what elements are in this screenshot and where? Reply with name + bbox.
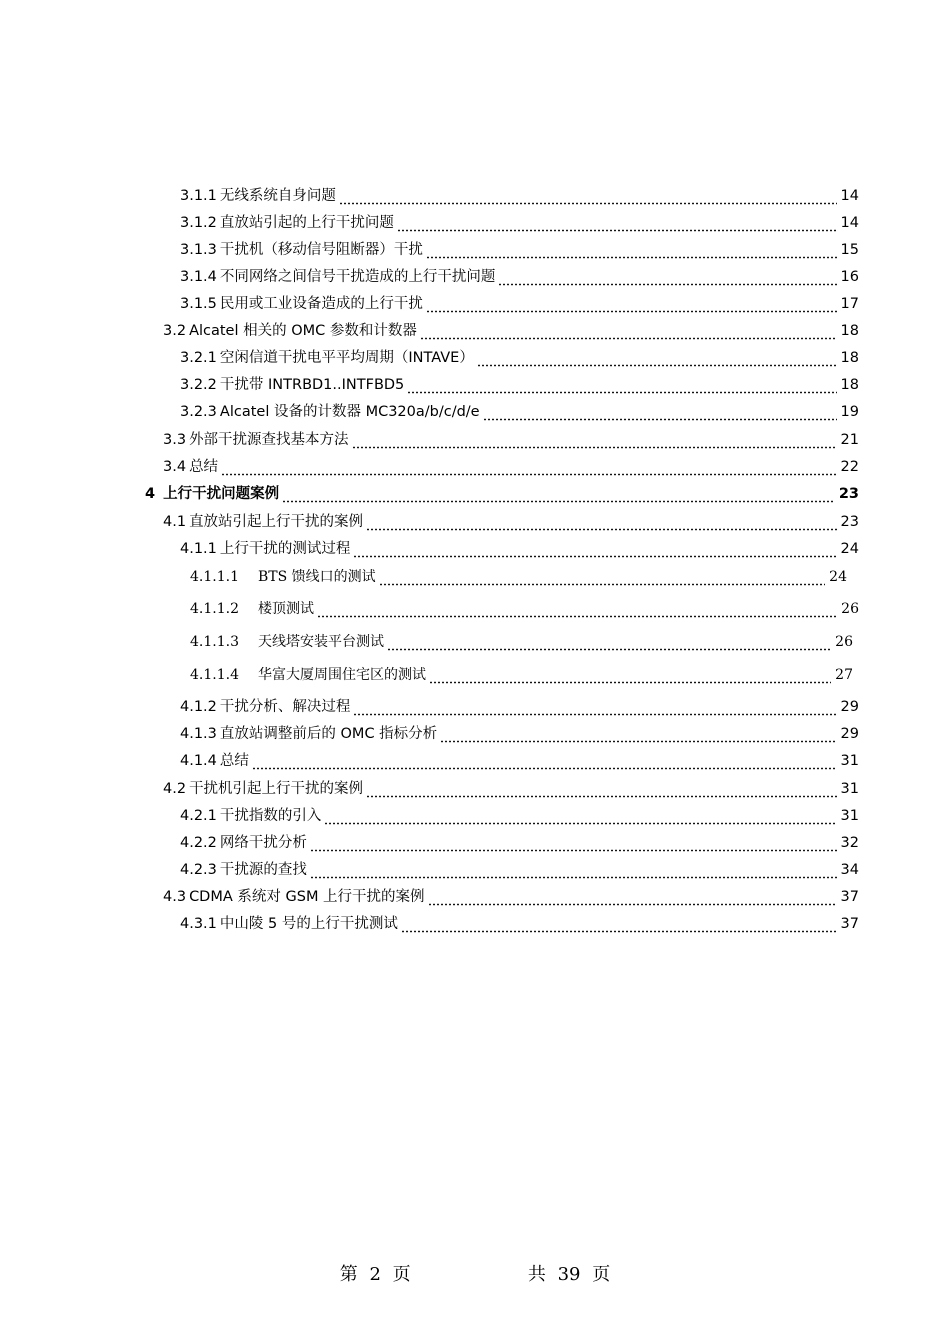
toc-entry[interactable] (163, 885, 859, 907)
toc-entry-page: 14 (840, 215, 859, 231)
toc-entry[interactable] (190, 565, 847, 587)
toc-entry-title: 3.2 Alcatel 相关的 OMC 参数和计数器 (163, 323, 417, 339)
toc-leader-dots (426, 240, 837, 260)
toc-entry-page: 26 (841, 601, 859, 617)
toc-leader-dots (324, 806, 836, 826)
toc-leader-dots (252, 751, 837, 771)
toc-entry-title: 4.1.3 直放站调整前后的 OMC 指标分析 (180, 726, 438, 742)
toc-entry-title: 3.4 总结 (163, 459, 219, 475)
toc-entry-page: 31 (840, 808, 859, 824)
toc-entry[interactable] (180, 292, 859, 314)
toc-entry-title: 4.1 直放站引起上行干扰的案例 (163, 514, 364, 530)
toc-leader-dots (401, 914, 837, 934)
toc-entry-page: 21 (840, 432, 859, 448)
toc-entry-title: 3.2.3 Alcatel 设备的计数器 MC320a/b/c/d/e (180, 404, 480, 420)
toc-entry-page: 24 (840, 541, 859, 557)
toc-entry[interactable] (180, 373, 859, 395)
toc-entry-title: 4.2.1 干扰指数的引入 (180, 808, 322, 824)
toc-leader-dots (353, 697, 836, 717)
toc-entry-title: 3.3 外部干扰源查找基本方法 (163, 432, 349, 448)
toc-entry-page: 22 (840, 459, 859, 475)
toc-entry-page: 17 (840, 296, 859, 312)
toc-leader-dots (428, 887, 837, 907)
toc-entry-page: 34 (840, 862, 859, 878)
toc-entry-title: 4.1.1.1 BTS 馈线口的测试 (190, 569, 376, 585)
toc-leader-dots (397, 213, 837, 233)
toc-entry-title: 4.3.1 中山陵 5 号的上行干扰测试 (180, 916, 398, 932)
toc-entry[interactable] (190, 597, 859, 619)
page-footer (0, 1260, 950, 1286)
toc-entry-title: 3.1.5 民用或工业设备造成的上行干扰 (180, 296, 423, 312)
toc-entry-title: 4.1.1 上行干扰的测试过程 (180, 541, 351, 557)
toc-entry-page: 31 (840, 753, 859, 769)
toc-entry-title: 3.2.2 干扰带 INTRBD1..INTFBD5 (180, 377, 405, 393)
toc-entry[interactable] (180, 804, 859, 826)
toc-entry[interactable] (180, 400, 859, 422)
toc-entry-page: 18 (840, 377, 859, 393)
toc-entry-title: 4.1.1.4 华富大厦周围住宅区的测试 (190, 667, 426, 683)
toc-leader-dots (310, 833, 837, 853)
toc-entry-title: 3.1.1 无线系统自身问题 (180, 188, 336, 204)
toc-entry[interactable] (180, 211, 859, 233)
toc-entry[interactable] (163, 510, 859, 532)
toc-entry-title: 4.2.3 干扰源的查找 (180, 862, 307, 878)
page-total: 共 39 页 (527, 1264, 611, 1285)
toc-entry[interactable] (190, 630, 853, 652)
toc-leader-dots (387, 632, 831, 652)
toc-entry-page: 29 (840, 699, 859, 715)
toc-entry-page: 27 (835, 667, 853, 683)
toc-entry[interactable] (180, 265, 859, 287)
toc-leader-dots (498, 267, 836, 287)
toc-entry[interactable] (180, 722, 859, 744)
toc-entry[interactable] (180, 238, 859, 260)
toc-entry-title: 4.1.4 总结 (180, 753, 249, 769)
toc-entry[interactable] (163, 319, 859, 341)
toc-entry-title: 3.1.3 干扰机（移动信号阻断器）干扰 (180, 242, 423, 258)
toc-leader-dots (366, 512, 836, 532)
toc-chapter-entry[interactable] (145, 482, 859, 504)
toc-entry[interactable] (163, 777, 859, 799)
toc-entry-page: 26 (835, 634, 853, 650)
toc-entry-page: 24 (829, 569, 847, 585)
toc-entry-page: 18 (840, 323, 859, 339)
toc-leader-dots (407, 375, 836, 395)
toc-entry-title: 4.2 干扰机引起上行干扰的案例 (163, 781, 364, 797)
toc-entry-title: 4.1.1.2 楼顶测试 (190, 601, 314, 617)
toc-entry[interactable] (180, 695, 859, 717)
toc-entry[interactable] (180, 858, 859, 880)
toc-entry[interactable] (180, 346, 859, 368)
toc-entry-page: 18 (840, 350, 859, 366)
toc-leader-dots (310, 860, 837, 880)
toc-entry[interactable] (180, 537, 859, 559)
toc-leader-dots (339, 186, 837, 206)
toc-entry-title: 4.1.1.3 天线塔安装平台测试 (190, 634, 384, 650)
toc-entry-title: 4.1.2 干扰分析、解决过程 (180, 699, 351, 715)
toc-entry-title: 4 上行干扰问题案例 (145, 486, 280, 502)
page-number: 第 2 页 (339, 1264, 411, 1285)
toc-leader-dots (426, 294, 837, 314)
toc-leader-dots (420, 321, 837, 341)
toc-entry-page: 19 (840, 404, 859, 420)
toc-entry[interactable] (180, 184, 859, 206)
toc-leader-dots (429, 665, 831, 685)
toc-entry[interactable] (163, 455, 859, 477)
toc-leader-dots (440, 724, 836, 744)
toc-leader-dots (366, 779, 836, 799)
toc-entry-page: 37 (840, 916, 859, 932)
toc-entry[interactable] (163, 428, 859, 450)
toc-entry-title: 4.2.2 网络干扰分析 (180, 835, 307, 851)
toc-entry-page: 29 (840, 726, 859, 742)
toc-entry-title: 3.1.2 直放站引起的上行干扰问题 (180, 215, 394, 231)
toc-entry[interactable] (180, 749, 859, 771)
toc-entry-title: 3.1.4 不同网络之间信号干扰造成的上行干扰问题 (180, 269, 496, 285)
toc-entry-page: 31 (840, 781, 859, 797)
toc-leader-dots (353, 539, 836, 559)
toc-entry-title: 4.3 CDMA 系统对 GSM 上行干扰的案例 (163, 889, 425, 905)
toc-entry-page: 16 (840, 269, 859, 285)
toc-entry-page: 15 (840, 242, 859, 258)
toc-entry-page: 14 (840, 188, 859, 204)
toc-entry[interactable] (180, 912, 859, 934)
toc-leader-dots (483, 402, 837, 422)
toc-entry-page: 32 (840, 835, 859, 851)
toc-leader-dots (317, 599, 837, 619)
toc-leader-dots (477, 348, 837, 368)
toc-entry-page: 23 (838, 486, 859, 502)
toc-entry-page: 37 (840, 889, 859, 905)
toc-leader-dots (379, 567, 826, 587)
toc-entry-page: 23 (840, 514, 859, 530)
toc-entry[interactable] (180, 831, 859, 853)
toc-leader-dots (221, 457, 836, 477)
toc-entry-title: 3.2.1 空闲信道干扰电平平均周期（INTAVE） (180, 350, 474, 366)
toc-leader-dots (282, 484, 835, 504)
toc-entry[interactable] (190, 663, 853, 685)
toc-leader-dots (352, 430, 837, 450)
